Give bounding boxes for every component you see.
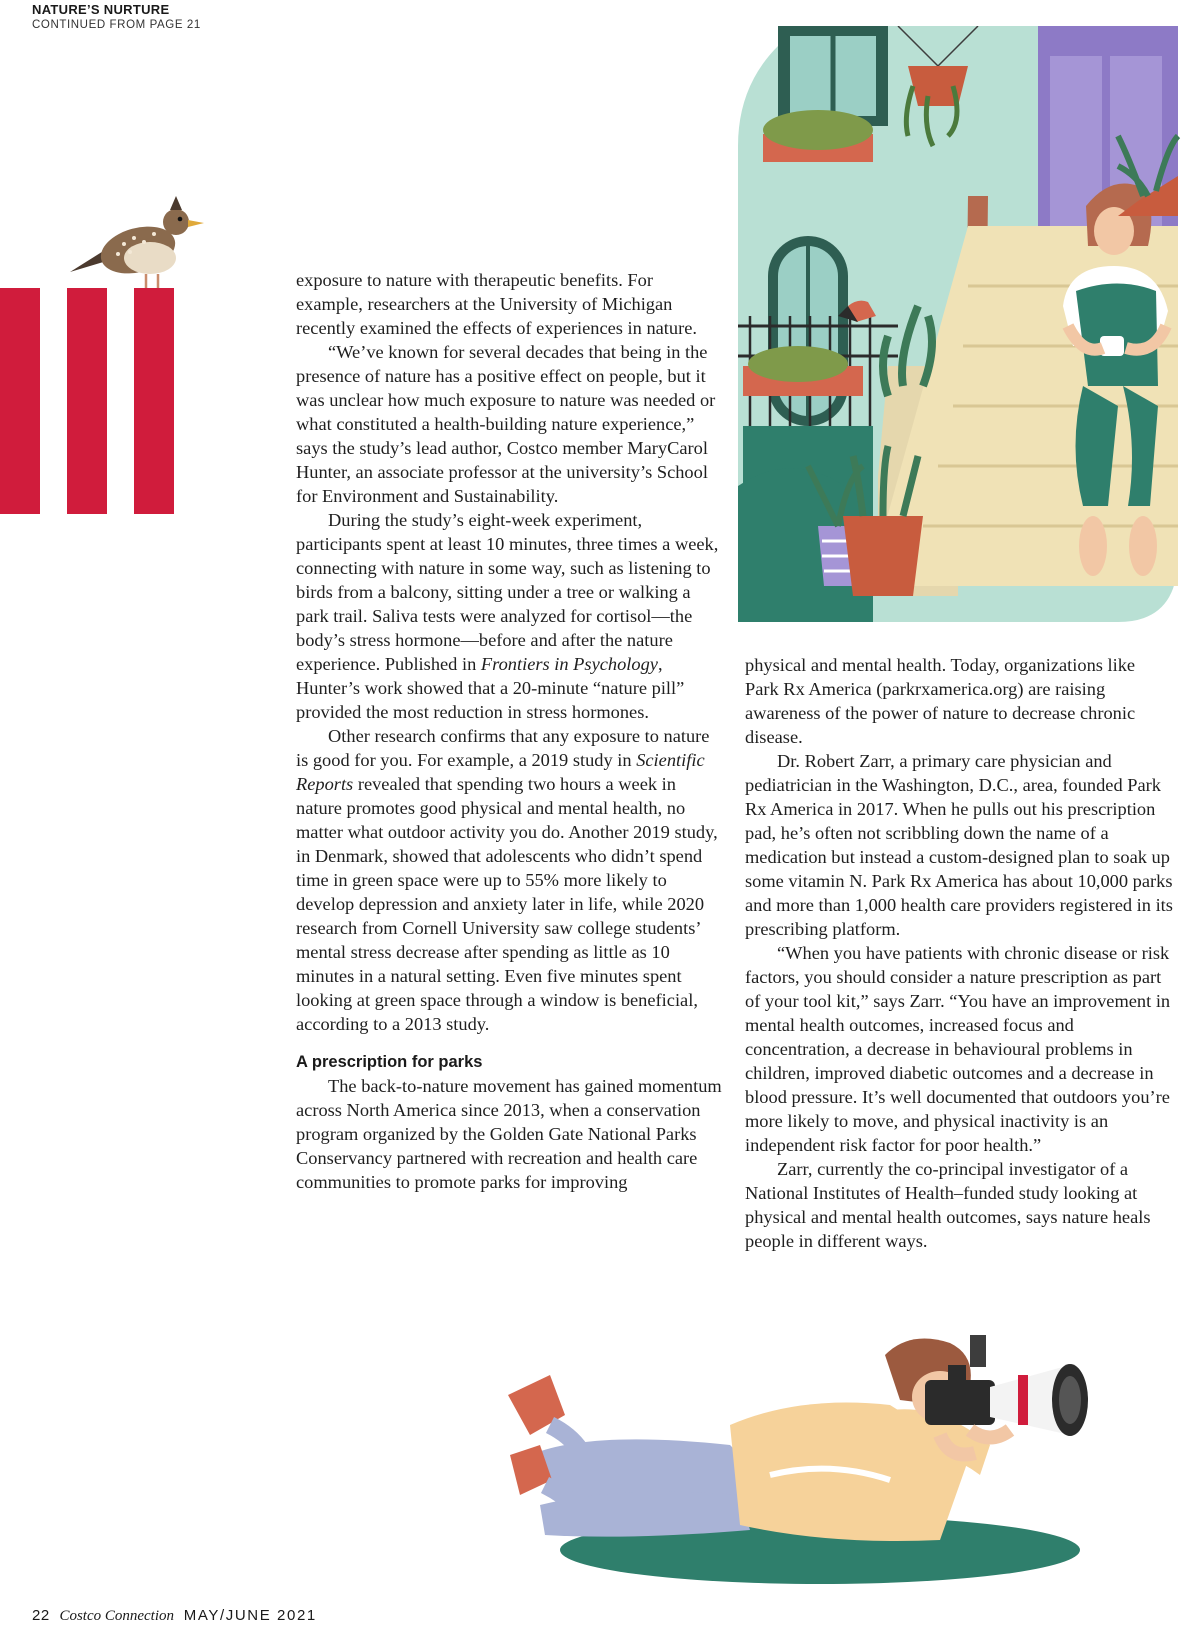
paragraph: physical and mental health. Today, organizations like Park Rx America (parkrxamerica.org) are raising awareness of the power of nature to decrease chronic disease. (745, 655, 1136, 747)
paragraph: exposure to nature with therapeutic benefits. For example, researchers at the University of Michigan recently examined the effects of experiences in nature. (296, 270, 697, 338)
lark-bird-icon (70, 196, 204, 288)
red-post-1 (0, 288, 40, 514)
photographer-illustration (470, 1335, 1110, 1585)
paragraph: “We’ve known for several decades that being in the presence of nature has a positive effect on people, but it was unclear how much exposure to nature was needed or what constituted a health-building nature experience,” says the study’s lead author, Costco member MaryCarol Hunter, an associate professor at the university’s School for Environment and Sustainability. (296, 342, 716, 506)
page-number: 22 (32, 1607, 50, 1624)
woman-on-steps-illustration (738, 26, 1188, 622)
paragraph-text: Other research confirms that any exposure to nature is good for you. For example, a 2019 study in (296, 726, 710, 770)
paragraph: Dr. Robert Zarr, a primary care physician and pediatrician in the Washington, D.C., area, founded Park Rx America in 2017. When he pulls out his prescription pad, he’s often not scribbling down the name of a medication but instead a custom-designed plan to soak up some vitamin N. Park Rx America has about 10,000 parks and more than 1,000 health care providers registered in its prescribing platform. (745, 751, 1173, 939)
section-title: NATURE’S NURTURE (32, 2, 170, 17)
paragraph: The back-to-nature movement has gained momentum across North America since 2013, when a conservation program organized by the Golden Gate National Parks Conservancy partnered with recreation and health care communities to promote parks for improving (296, 1076, 722, 1192)
paragraph (296, 724, 722, 1036)
red-post-3 (134, 288, 174, 514)
section-kicker (32, 2, 201, 31)
paragraph-text: During the study’s eight-week experiment, participants spent at least 10 minutes, three times a week, connecting with nature in some way, such as listening to birds from a balcony, sitting under a tree or walking a park trail. Saliva tests were analyzed for cortisol—the body’s stress hormone—before and after the nature experience. Published in (296, 510, 719, 674)
paragraph-text: revealed that spending two hours a week in nature promotes good physical and mental health, no matter what outdoor activity you do. Another 2019 study, in Denmark, showed that adolescents who didn’t spend time in green space were up to 55% more likely to develop depression and anxiety later in life, while 2020 research from Cornell University saw college students’ mental stress decrease after spending as little as 10 minutes in a natural setting. Even five minutes spent looking at green space through a window is beneficial, according to a 2013 study. (296, 774, 718, 1034)
journal-title: Frontiers in Psychology (480, 654, 658, 674)
paragraph: Zarr, currently the co-principal investigator of a National Institutes of Health–funded study looking at physical and mental health outcomes, says nature heals people in different ways. (745, 1159, 1151, 1251)
journal-title: Scientific Reports (296, 750, 705, 794)
issue-date: MAY/JUNE 2021 (183, 1607, 317, 1624)
subheading: A prescription for parks (296, 1053, 483, 1071)
article-column-right (745, 653, 1173, 1253)
red-post-2 (67, 288, 107, 514)
paragraph (296, 508, 722, 724)
magazine-name: Costco Connection (59, 1608, 175, 1624)
continued-note: CONTINUED FROM PAGE 21 (32, 19, 201, 31)
page-footer (32, 1607, 317, 1625)
article-column-left (296, 268, 722, 1194)
paragraph: “When you have patients with chronic disease or risk factors, you should consider a nature prescription as part of your tool kit,” says Zarr. “You have an improvement in mental health outcomes, increased focus and concentration, a decrease in behavioural problems in children, improved diabetic outcomes and a decrease in blood pressure. It’s well documented that outdoors you’re more likely to move, and physical inactivity is an independent risk factor for poor health.” (745, 943, 1171, 1155)
bird-on-posts-illustration (0, 180, 210, 520)
paragraph-text: , Hunter’s work showed that a 20-minute “nature pill” provided the most reduction in stress hormones. (296, 654, 685, 722)
